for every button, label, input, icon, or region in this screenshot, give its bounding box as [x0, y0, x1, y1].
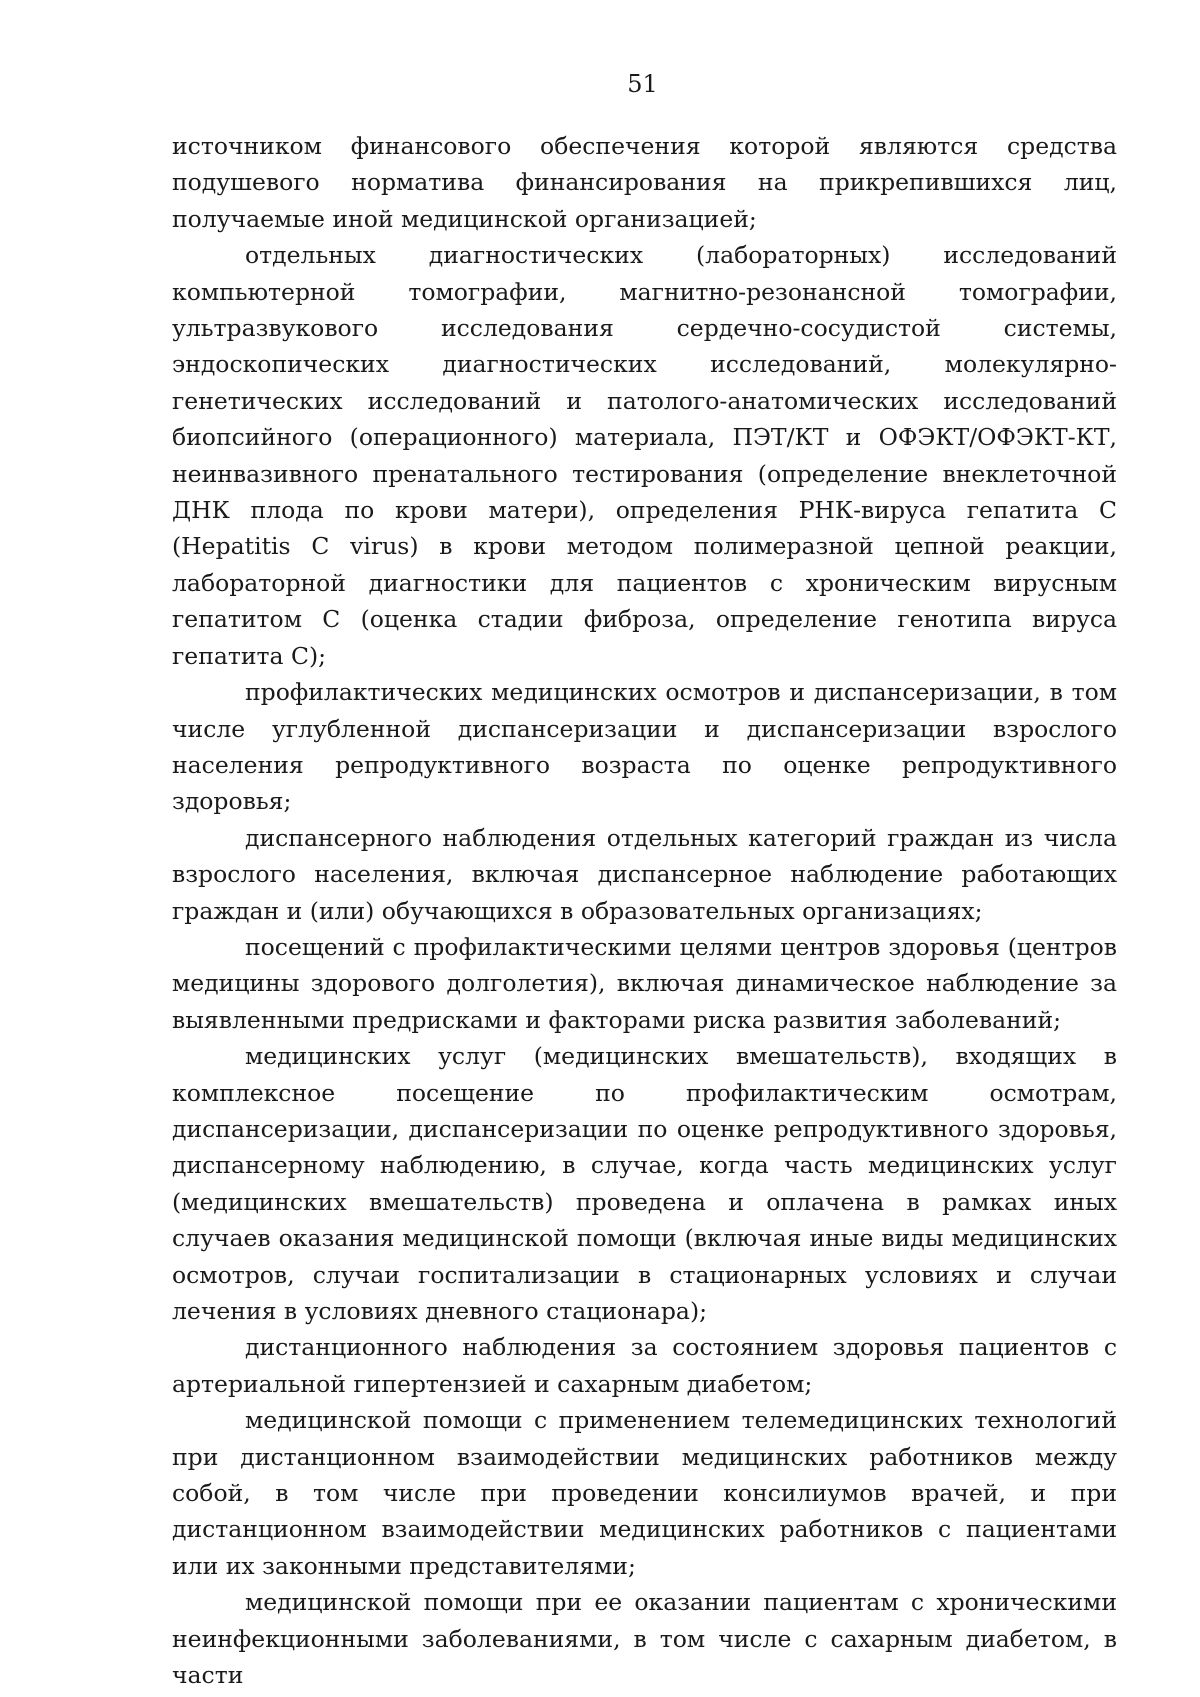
paragraph-preventive-examinations: профилактических медицинских осмотров и диспансеризации, в том числе углубленной диспансеризации и диспансеризации взрослого населения репродуктивного возраста по оценке репродуктивного здоровья;: [172, 678, 1117, 816]
paragraph-dispensary-observation: диспансерного наблюдения отдельных категорий граждан из числа взрослого населения, включая диспансерное наблюдение работающих граждан и (или) обучающихся в образовательных организациях;: [172, 823, 1117, 925]
document-body: [172, 128, 1117, 1693]
paragraph-medical-services: медицинских услуг (медицинских вмешательств), входящих в комплексное посещение по профилактическим осмотрам, диспансеризации, диспансеризации по оценке репродуктивного здоровья, диспансерному наблюдению, в случае, когда часть медицинских услуг (медицинских вмешательств) проведена и оплачена в рамках иных случаев оказания медицинской помощи (включая иные виды медицинских осмотров, случаи госпитализации в стационарных условиях и случаи лечения в условиях дневного стационара);: [172, 1042, 1117, 1325]
paragraph-continuation: источником финансового обеспечения которой являются средства подушевого норматива финансирования на прикрепившихся лиц, получаемые иной медицинской организацией;: [172, 132, 1117, 233]
paragraph-remote-monitoring: дистанционного наблюдения за состоянием здоровья пациентов с артериальной гипертензией и сахарным диабетом;: [172, 1333, 1117, 1398]
paragraph-telemedicine: медицинской помощи с применением телемедицинских технологий при дистанционном взаимодействии медицинских работников между собой, в том числе при проведении консилиумов врачей, и при дистанционном взаимодействии медицинских работников с пациентами или их законными представителями;: [172, 1406, 1117, 1580]
page-number: 51: [627, 70, 658, 98]
paragraph-diagnostic-studies: отдельных диагностических (лабораторных) исследований компьютерной томографии, магнитно-резонансной томографии, ультразвукового исследования сердечно-сосудистой системы, эндоскопических диагностических исследований, молекулярно-генетических исследований и патолого-анатомических исследований биопсийного (операционного) материала, ПЭТ/КТ и ОФЭКТ/ОФЭКТ-КТ, неинвазивного пренатального тестирования (определение внеклеточной ДНК плода по крови матери), определения РНК-вируса гепатита С (Hepatitis C virus) в крови методом полимеразной цепной реакции, лабораторной диагностики для пациентов с хроническим вирусным гепатитом С (оценка стадии фиброза, определение генотипа вируса гепатита С);: [172, 241, 1117, 670]
paragraph-health-centers: посещений с профилактическими целями центров здоровья (центров медицины здорового долголетия), включая динамическое наблюдение за выявленными предрисками и факторами риска развития заболеваний;: [172, 932, 1117, 1034]
paragraph-chronic-diseases: медицинской помощи при ее оказании пациентам с хроническими неинфекционными заболеваниями, в том числе с сахарным диабетом, в части: [172, 1588, 1117, 1690]
